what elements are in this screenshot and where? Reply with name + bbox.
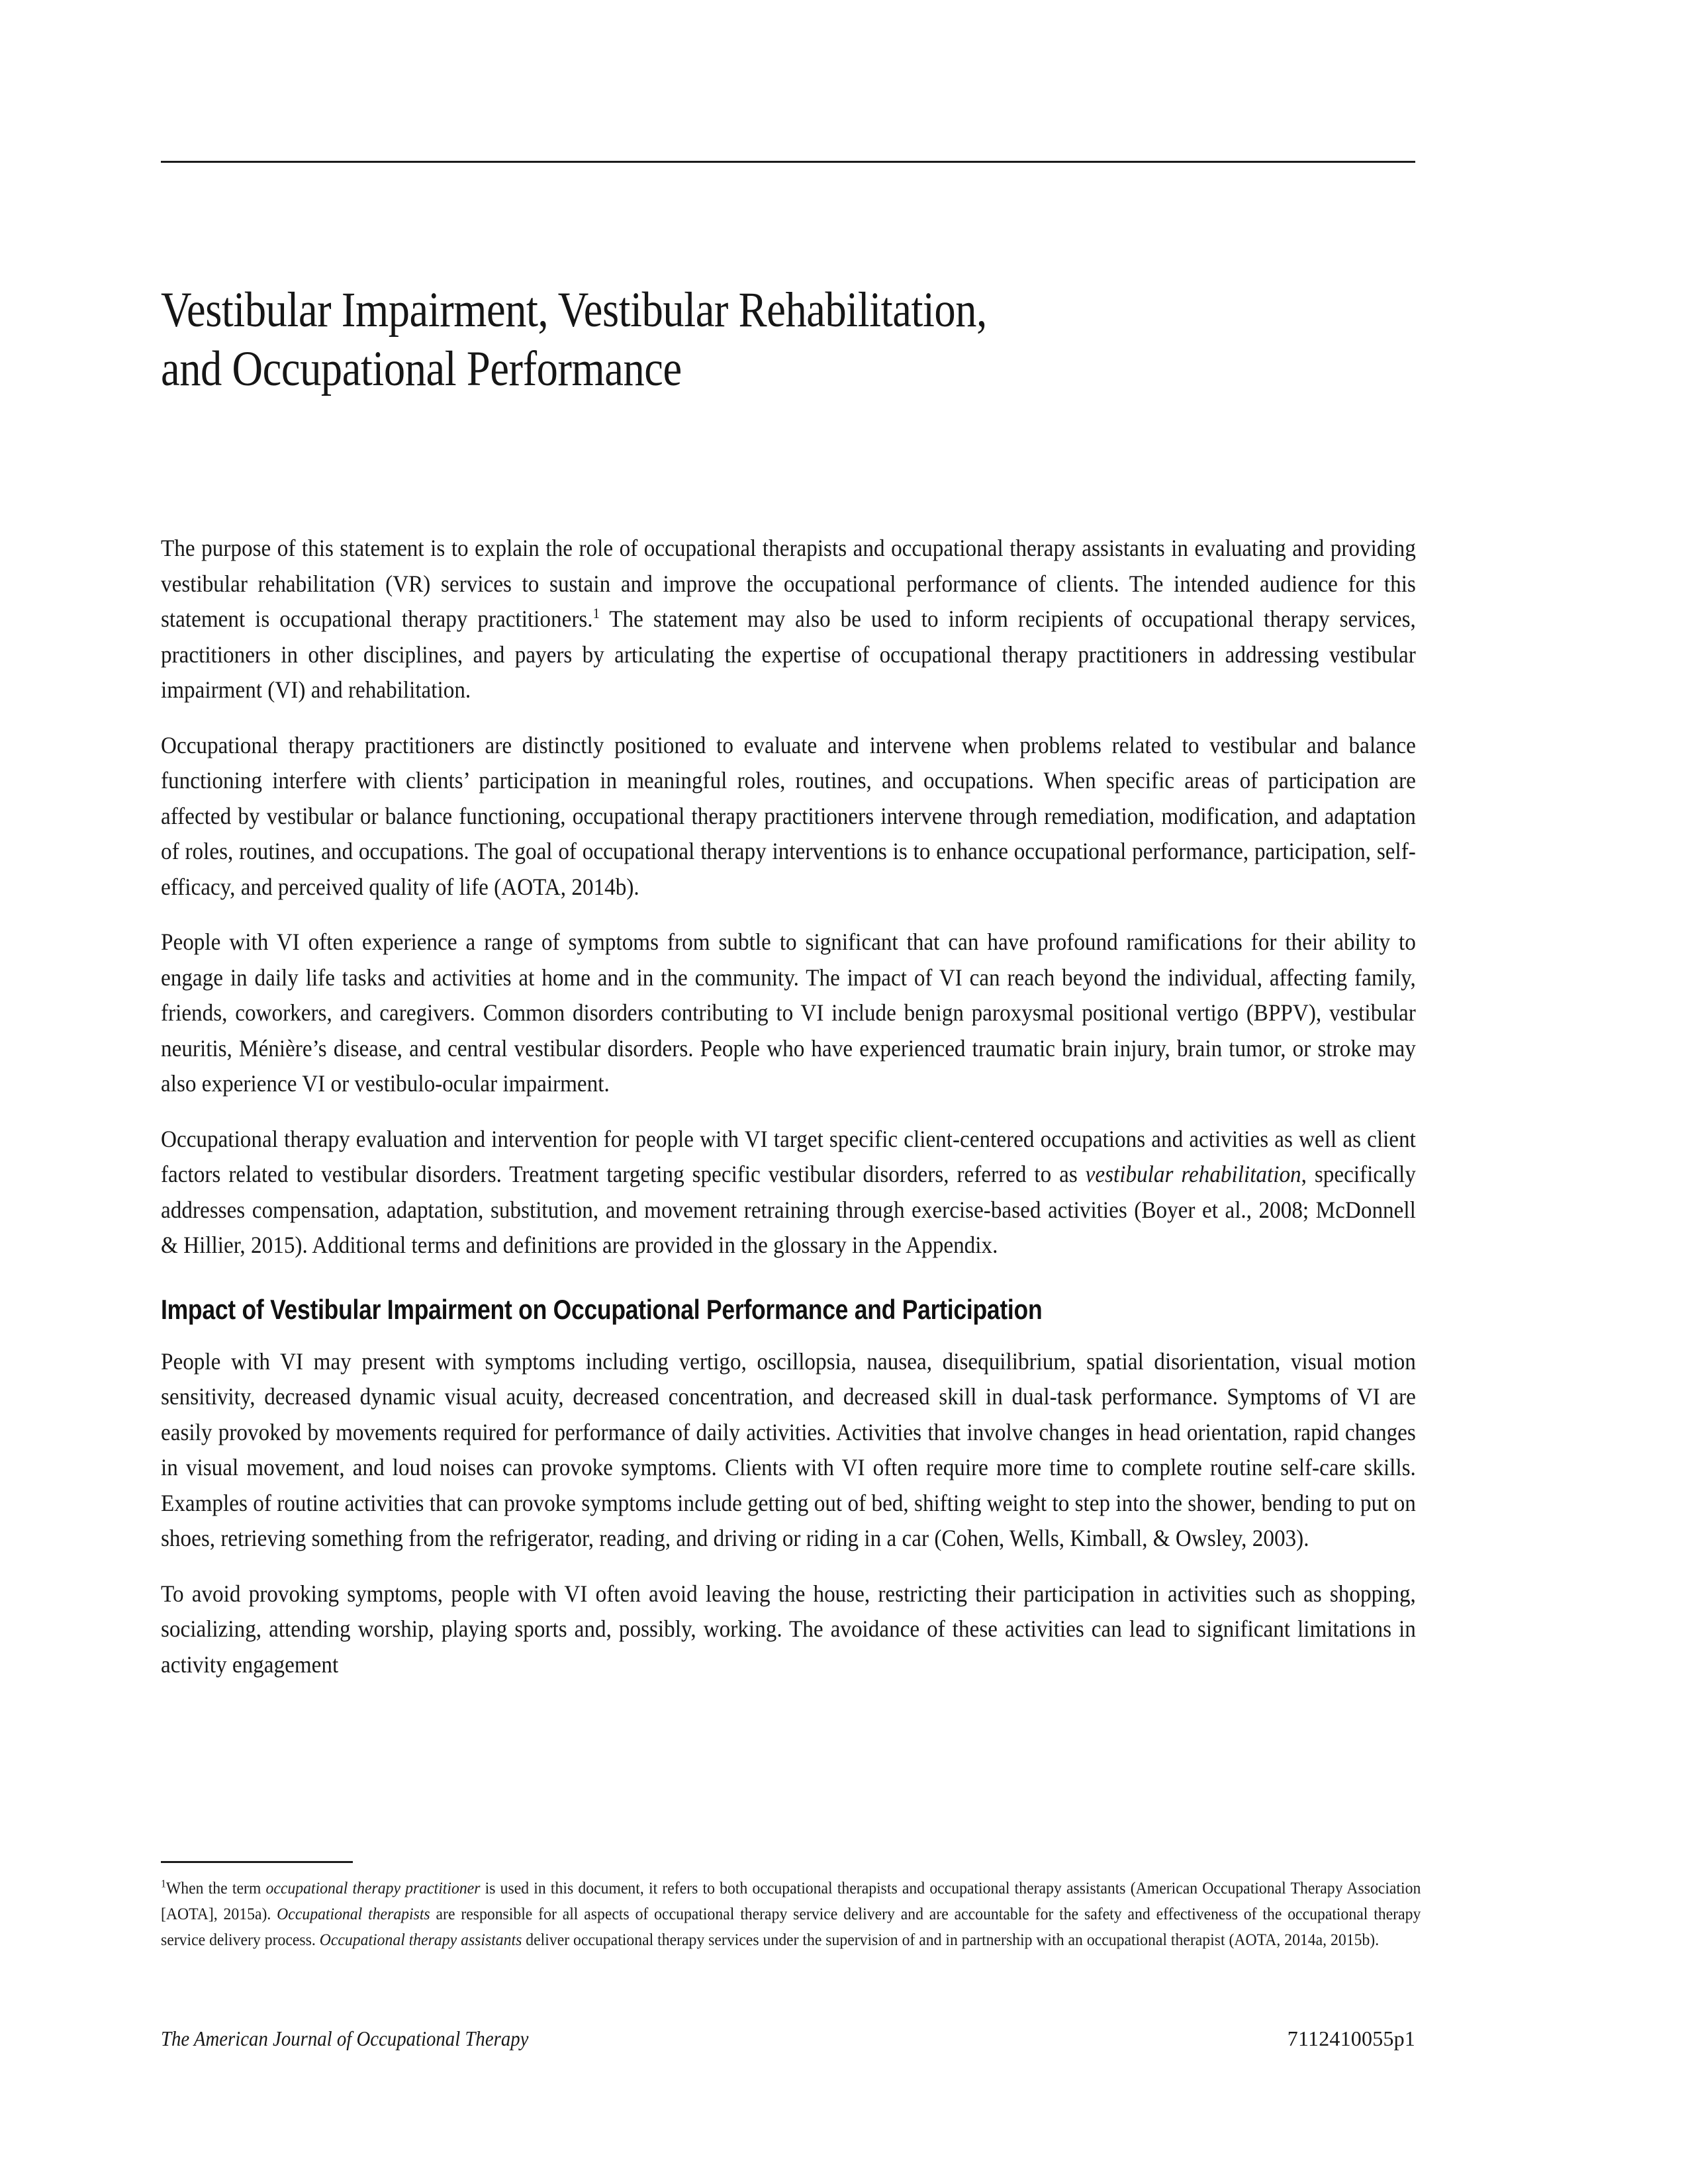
footnote-term-assistants: Occupational therapy assistants <box>319 1930 522 1949</box>
paragraph-presenting-symptoms: People with VI may present with symptoms including vertigo, oscillopsia, nausea, disequilibrium, spatial disorientation, visual motion sensitivity, decreased dynamic visual acuity, decreased concentration, and decreased skill in dual-task performance. Symptoms of VI are easily provoked by movements required for performance of daily activities. Activities that involve changes in head orientation, rapid changes in visual movement, and loud noises can provoke symptoms. Clients with VI often require more time to complete routine self-care skills. Examples of routine activities that can provoke symptoms include getting out of bed, shifting weight to step into the shower, bending to put on shoes, retrieving something from the refrigerator, reading, and driving or riding in a car (Cohen, Wells, Kimball, & Owsley, 2003). <box>161 1347 1416 1551</box>
footnote-number: 1 <box>161 1877 166 1890</box>
footnote-reference-marker[interactable]: 1 <box>592 605 600 622</box>
footnote-text-d: deliver occupational therapy services under the supervision of and in partnership with an occupational therapist (AOTA, 2014a, 2015b). <box>522 1930 1380 1949</box>
paragraph-purpose <box>161 531 1416 708</box>
footnote-section <box>161 1861 1421 1952</box>
section-heading-impact: Impact of Vestibular Impairment on Occupational Performance and Participation <box>161 1293 1043 1325</box>
paragraph-purpose-text-b: The statement may also be used to inform recipients of occupational therapy services, practitioners in other disciplines, and payers by articulating the expertise of occupational therapy practitioners in addressing vestibular impairment (VI) and rehabilitation. <box>161 606 1416 703</box>
paragraph-practitioner-role: Occupational therapy practitioners are distinctly positioned to evaluate and intervene when problems related to vestibular and balance functioning interfere with clients’ participation in meaningful roles, routines, and occupations. When specific areas of participation are affected by vestibular or balance functioning, occupational therapy practitioners intervene through remediation, modification, and adaptation of roles, routines, and occupations. The goal of occupational therapy interventions is to enhance occupational performance, participation, self-efficacy, and perceived quality of life (AOTA, 2014b). <box>161 731 1416 900</box>
footnote-term-therapists: Occupational therapists <box>277 1904 430 1923</box>
footer-journal-name: The American Journal of Occupational Therapy <box>161 2026 529 2050</box>
page-title-line-2: and Occupational Performance <box>161 341 682 396</box>
footnote-text-a: When the term <box>165 1878 266 1897</box>
paragraph-avoidance: To avoid provoking symptoms, people with VI often avoid leaving the house, restricting their participation in activities such as shopping, socializing, attending worship, playing sports and, possibly, working. The avoidance of these activities can lead to significant limitations in activity engagement <box>161 1580 1416 1678</box>
body-text-block <box>161 531 1415 1682</box>
term-vestibular-rehabilitation: vestibular rehabilitation <box>1085 1161 1301 1187</box>
footnote-text-c: are responsible for all aspects of occupational therapy service delivery and are accountable for the safety and effectiveness of the occupational therapy service delivery process. <box>161 1904 1421 1949</box>
footer-page-identifier: 7112410055p1 <box>1287 2026 1415 2050</box>
footnote-text <box>161 1875 1421 1952</box>
page-title-line-1: Vestibular Impairment, Vestibular Rehabilitation, <box>161 283 987 338</box>
paragraph-symptoms-overview: People with VI often experience a range of symptoms from subtle to significant that can have profound ramifications for their ability to engage in daily life tasks and activities at home and in the community. The impact of VI can reach beyond the individual, affecting family, friends, coworkers, and caregivers. Common disorders contributing to VI include benign paroxysmal positional vertigo (BPPV), vestibular neuritis, Ménière’s disease, and central vestibular disorders. People who have experienced traumatic brain injury, brain tumor, or stroke may also experience VI or vestibulo-ocular impairment. <box>161 929 1416 1097</box>
header-divider-rule <box>161 161 1415 163</box>
page-footer <box>161 2026 1415 2051</box>
paragraph-evaluation-intervention <box>161 1122 1416 1263</box>
paragraph-evaluation-text-a: Occupational therapy evaluation and intervention for people with VI target specific client-centered occupations and activities as well as client factors related to vestibular disorders. Treatment targeting specific vestibular disorders, referred to as <box>161 1125 1416 1187</box>
page-title <box>161 281 1412 398</box>
paragraph-purpose-text-a: The purpose of this statement is to explain the role of occupational therapists and occupational therapy assistants in evaluating and providing vestibular rehabilitation (VR) services to sustain and improve the occupational performance of clients. The intended audience for this statement is occupational therapy practitioners. <box>161 535 1416 632</box>
footnote-term-practitioner: occupational therapy practitioner <box>265 1878 481 1897</box>
page-content <box>161 281 1415 1682</box>
paragraph-evaluation-text-b: , specifically addresses compensation, adaptation, substitution, and movement retraining through exercise-based activities (Boyer et al., 2008; McDonnell & Hillier, 2015). Additional terms and definitions are provided in the glossary in the Appendix. <box>161 1161 1416 1258</box>
footnote-text-b: is used in this document, it refers to both occupational therapists and occupational therapy assistants (American Occupational Therapy Association [AOTA], 2015a). <box>161 1878 1421 1923</box>
footnote-divider-rule <box>161 1861 353 1863</box>
